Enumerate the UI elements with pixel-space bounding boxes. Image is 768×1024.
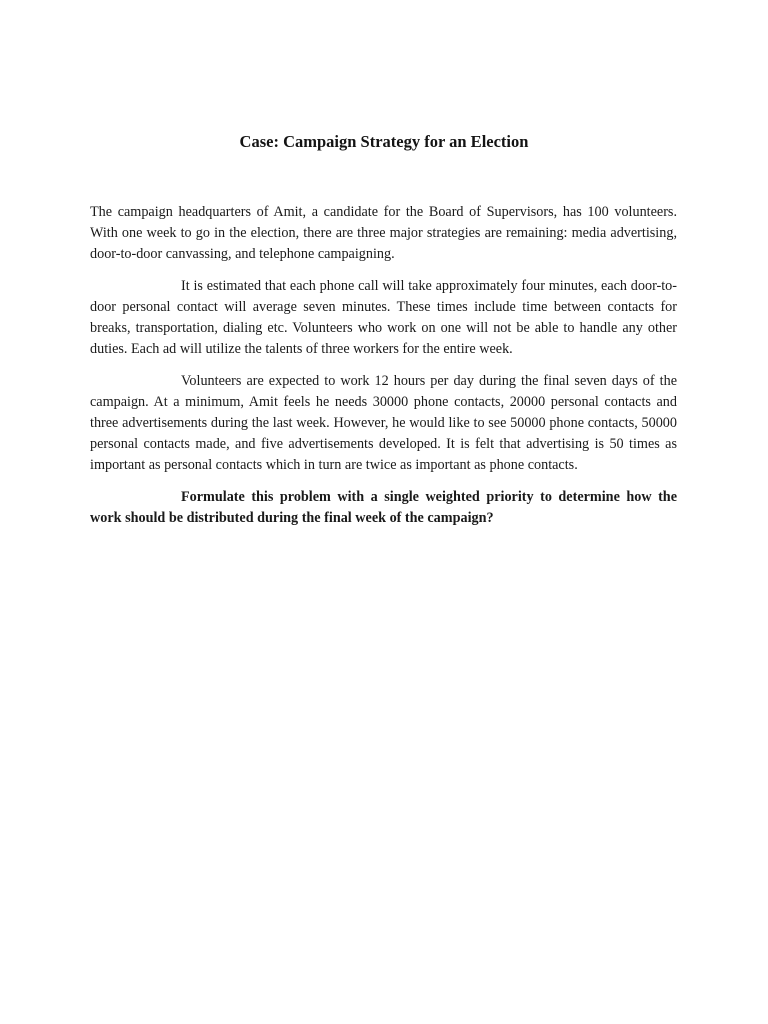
document-title: Case: Campaign Strategy for an Election	[239, 132, 529, 151]
document-body	[90, 202, 677, 540]
paragraph-intro: The campaign headquarters of Amit, a candidate for the Board of Supervisors, has 100 volunteers. With one week to go in the election, there are three major strategies are remaining: media advertising, door-to-door canvassing, and telephone campaigning.	[90, 204, 677, 262]
paragraph-time-estimates: It is estimated that each phone call will take approximately four minutes, each door-to-door personal contact will average seven minutes. These times include time between contacts for breaks, transportation, dialing etc. Volunteers who work on one will not be able to handle any other duties. Each ad will utilize the talents of three workers for the entire week.	[90, 278, 677, 357]
paragraph-requirements: Volunteers are expected to work 12 hours per day during the final seven days of the campaign. At a minimum, Amit feels he needs 30000 phone contacts, 20000 personal contacts and three advertisements during the last week. However, he would like to see 50000 phone contacts, 50000 personal contacts made, and five advertisements developed. It is felt that advertising is 50 times as important as personal contacts which in turn are twice as important as phone contacts.	[90, 373, 677, 473]
paragraph-question: Formulate this problem with a single weighted priority to determine how the work should be distributed during the final week of the campaign?	[90, 489, 677, 526]
